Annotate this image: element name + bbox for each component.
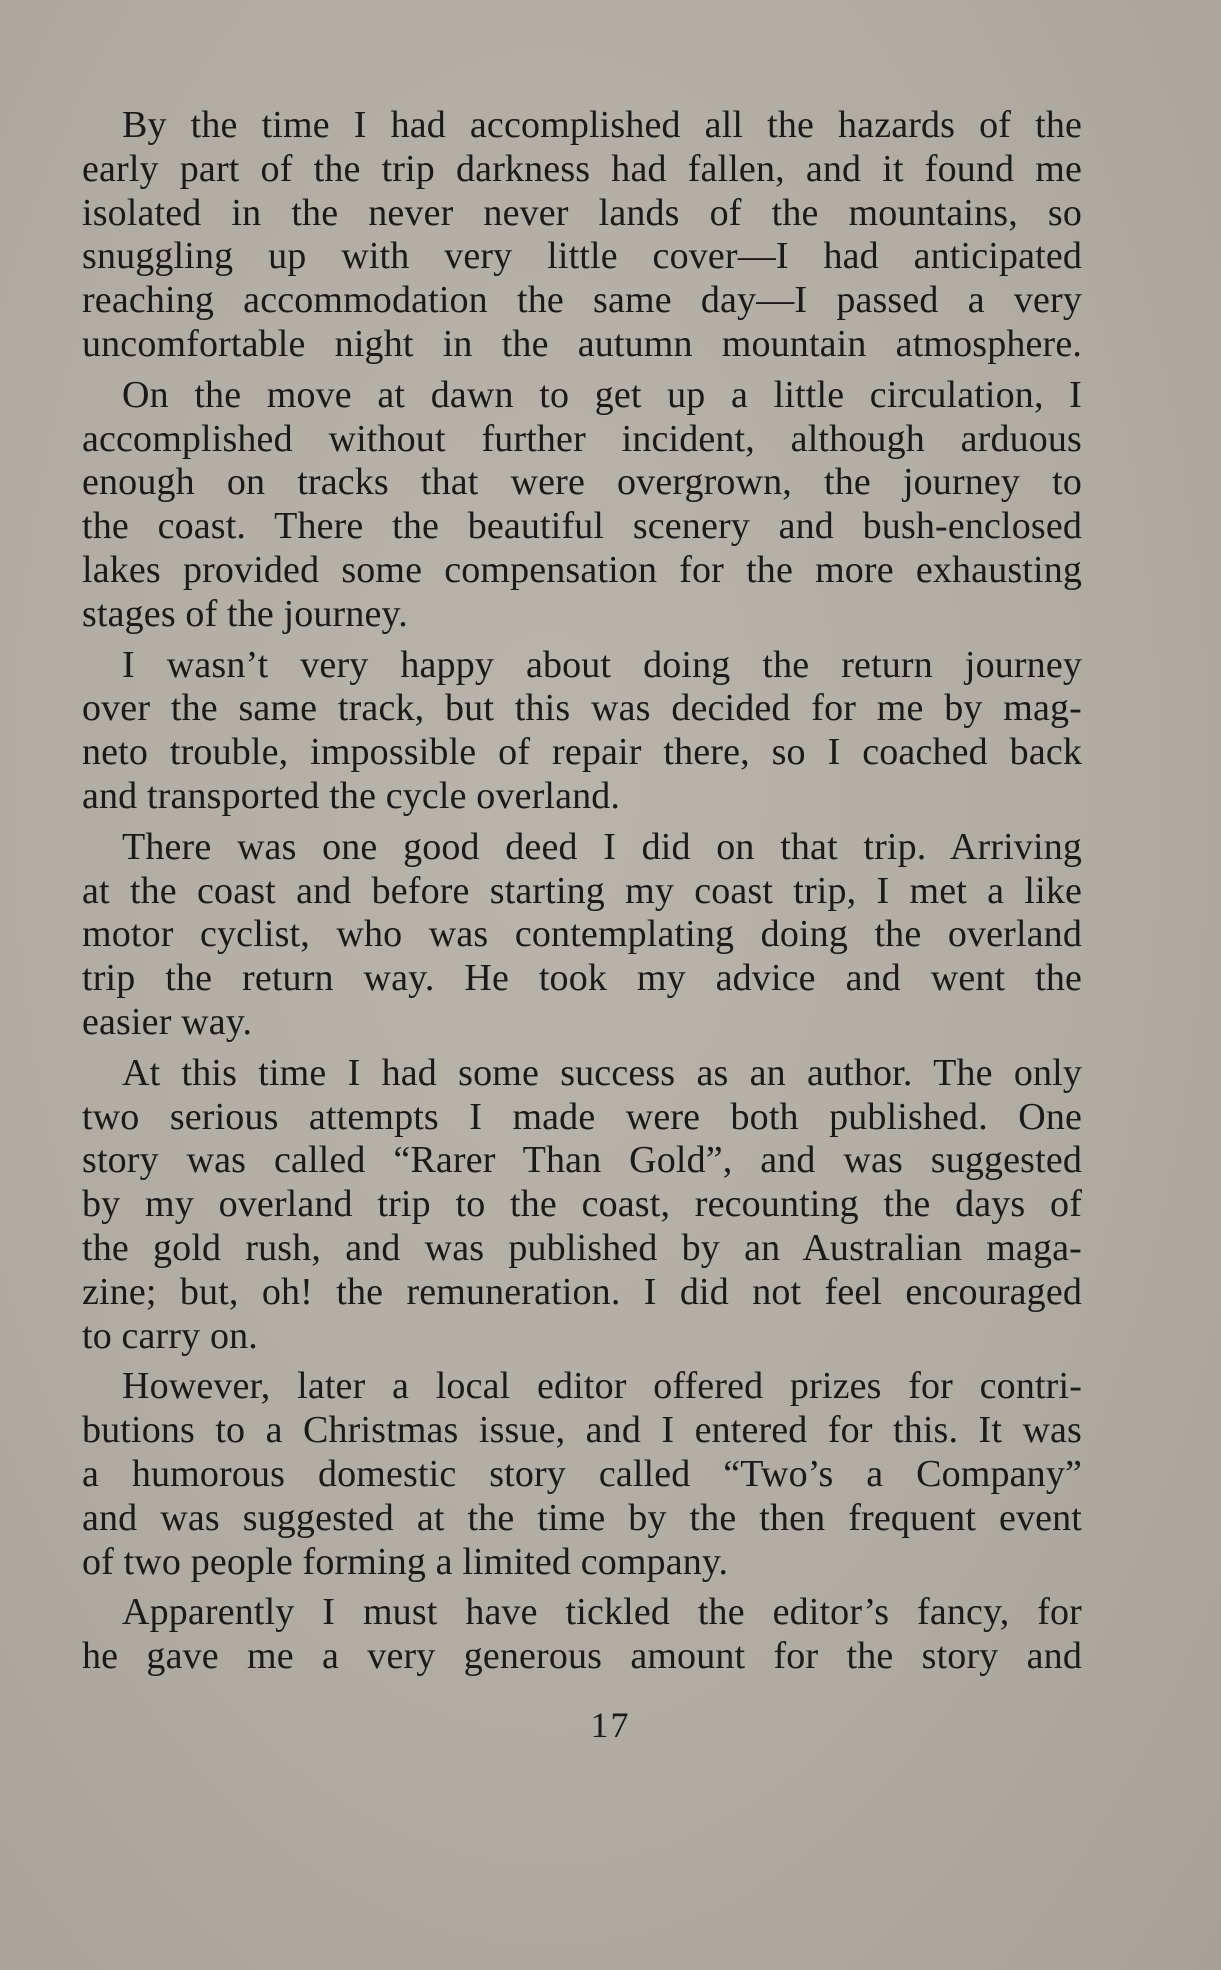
text-line: the coast. There the beautiful scenery and bush-enclosed <box>82 505 1082 548</box>
text-line: the gold rush, and was published by an Australian maga- <box>82 1226 1082 1269</box>
text-line: zine; but, oh! the remuneration. I did not feel encouraged <box>82 1270 1082 1313</box>
paragraph-3 <box>82 644 1082 819</box>
text-line: story was called “Rarer Than Gold”, and was suggested <box>82 1139 1082 1182</box>
paragraph-4 <box>82 826 1082 1045</box>
text-line: butions to a Christmas issue, and I entered for this. It was <box>82 1409 1082 1452</box>
text-line: and transported the cycle overland. <box>82 774 621 817</box>
text-line: reaching accommodation the same day—I passed a very <box>82 279 1082 322</box>
text-line: a humorous domestic story called “Two’s a Company” <box>82 1452 1082 1495</box>
text-line: to carry on. <box>82 1314 258 1357</box>
text-line: By the time I had accomplished all the hazards of the <box>122 104 1082 146</box>
text-line: On the move at dawn to get up a little circulation, I <box>122 373 1082 416</box>
text-line: of two people forming a limited company. <box>82 1540 729 1583</box>
paragraph-2 <box>82 374 1082 637</box>
paragraph-6 <box>82 1365 1082 1584</box>
text-line: At this time I had some success as an author. The only <box>122 1051 1082 1094</box>
text-line: over the same track, but this was decided for me by mag- <box>82 687 1082 730</box>
text-line: and was suggested at the time by the then frequent event <box>82 1496 1082 1539</box>
text-line: motor cyclist, who was contemplating doing the overland <box>82 913 1082 956</box>
text-line: early part of the trip darkness had fallen, and it found me <box>82 147 1082 190</box>
text-line: stages of the journey. <box>82 592 408 635</box>
text-line: two serious attempts I made were both published. One <box>82 1095 1082 1138</box>
text-line: isolated in the never never lands of the mountains, so <box>82 191 1082 234</box>
paragraph-1 <box>82 104 1082 367</box>
paragraph-7 <box>82 1591 1082 1679</box>
text-line: by my overland trip to the coast, recounting the days of <box>82 1183 1082 1226</box>
page-number: 17 <box>590 1705 631 1745</box>
text-line: he gave me a very generous amount for the story and <box>82 1635 1082 1678</box>
text-line: at the coast and before starting my coast trip, I met a like <box>82 869 1082 912</box>
text-line: Apparently I must have tickled the editor’s fancy, for <box>122 1591 1082 1634</box>
text-line: trip the return way. He took my advice and went the <box>82 957 1082 1000</box>
text-line: enough on tracks that were overgrown, the journey to <box>82 461 1082 504</box>
text-line: There was one good deed I did on that trip. Arriving <box>122 825 1082 868</box>
body-text <box>82 104 1082 1686</box>
text-line: neto trouble, impossible of repair there, so I coached back <box>82 731 1082 774</box>
text-line: accomplished without further incident, although arduous <box>82 417 1082 460</box>
text-line: snuggling up with very little cover—I had anticipated <box>82 235 1082 278</box>
text-line: easier way. <box>82 1000 253 1043</box>
text-line: I wasn’t very happy about doing the return journey <box>122 643 1082 686</box>
text-line: uncomfortable night in the autumn mountain atmosphere. <box>82 322 1082 365</box>
text-line: lakes provided some compensation for the more exhausting <box>82 548 1082 591</box>
text-line: However, later a local editor offered prizes for contri- <box>122 1365 1082 1408</box>
paragraph-5 <box>82 1052 1082 1359</box>
